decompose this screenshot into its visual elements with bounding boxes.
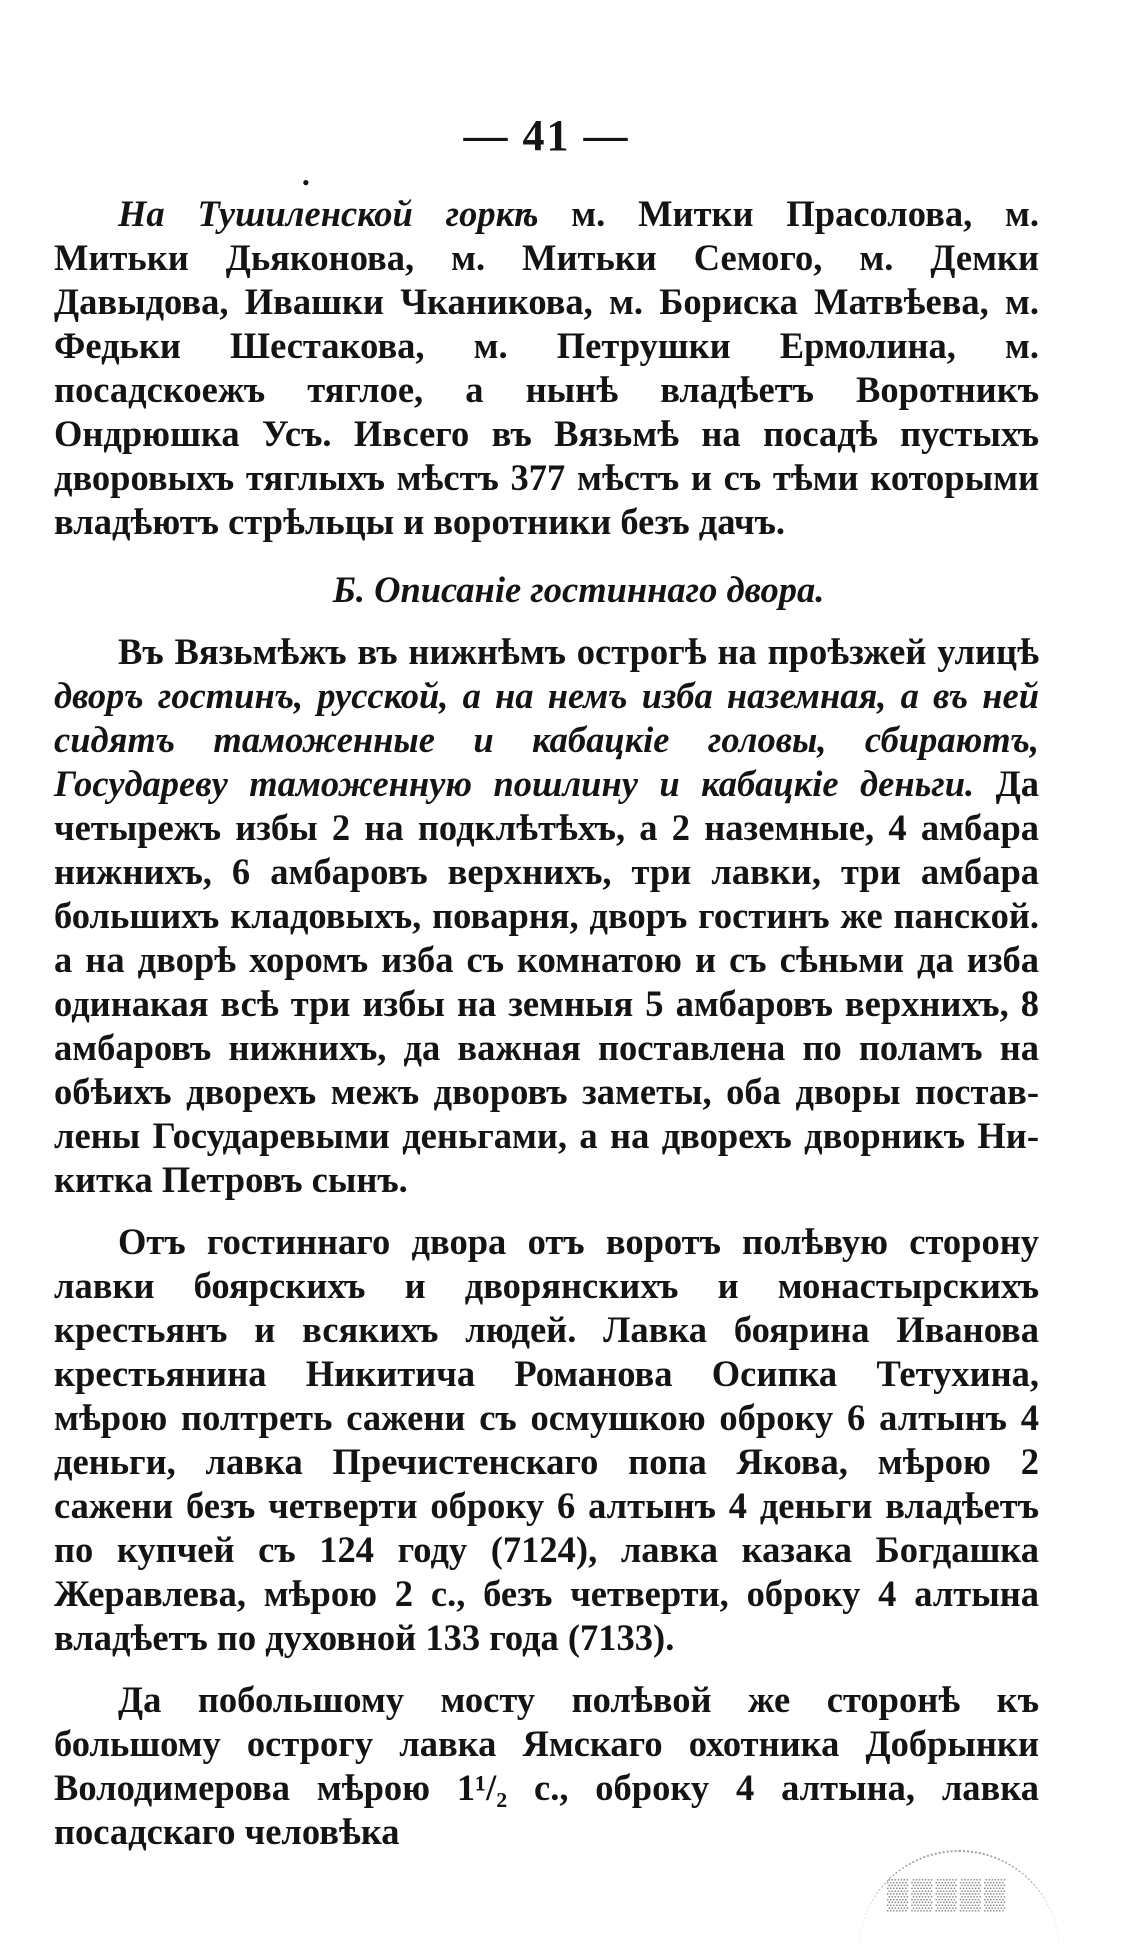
place-name: На Тушиленской горкѣ xyxy=(118,193,539,234)
paragraph-text: Въ Вязьмѣжъ въ нижнѣмъ острогѣ на проѣзжей улицѣ xyxy=(118,631,1039,672)
paragraph-text: Да побольшому мосту полѣвой же сторонѣ къ большому острогу лавка Ямскаго охотника Добрынки Володимерова мѣрою 1¹/₂ с., оброку 4 алтына, лавка посадскаго человѣка xyxy=(54,1679,1039,1852)
body-text xyxy=(54,192,1039,1872)
section-title xyxy=(54,568,1039,612)
paragraph-text: м. Митки Прасолова, м. Митьки Дьяконова, м. Митьки Семого, м. Демки Давыдова, Ивашки Чканикова, м. Бориска Матвѣева, м. Федьки Шестакова, м. Петрушки Ермолина, м. посадскоежъ тяглое, а нынѣ владѣетъ Воротникъ Ондрюшка Усъ. Ивсего въ Вязьмѣ на посадѣ пустыхъ дворовыхъ тяглыхъ мѣстъ 377 мѣстъ и съ тѣми которыми владѣютъ стрѣльцы и воротники безъ дачъ. xyxy=(54,193,1040,542)
paragraph-text: Да четырежъ избы 2 на подклѣтѣхъ, а 2 наземные, 4 амбара нижнихъ, 6 амбаровъ верхнихъ, три лавки, три амбара большихъ кладовыхъ, поварня, дворъ гостинъ же панской. а на дворѣ хоромъ изба съ комнатою и съ сѣньми да изба одинакая всѣ три избы на земныя 5 амбаровъ верхнихъ, 8 амбаровъ нижнихъ, да важная поставлена по поламъ на обѣихъ дворехъ межъ дворовъ заметы, оба дворы поставлены Государевыми деньгами, а на дворехъ дворникъ Никитка Петровъ сынъ. xyxy=(54,763,1039,1200)
ink-dot: • xyxy=(302,170,310,195)
paragraph-lavki xyxy=(54,1220,1039,1660)
paragraph-text: Отъ гостиннаго двора отъ воротъ полѣвую сторону лавки боярскихъ и дворянскихъ и монастырскихъ крестьянъ и всякихъ людей. Лавка боярина Иванова крестьянина Никитича Романова Осипка Тетухина, мѣрою полтреть сажени съ осмушкою оброку 6 алтынъ 4 деньги, лавка Пречистенскаго попа Якова, мѣрою 2 сажени безъ четверти оброку 6 алтынъ 4 деньги владѣетъ по купчей съ 124 году (7124), лавка казака Богдашка Жеравлева, мѣрою 2 с., безъ четверти, оброку 4 алтына владѣетъ по духовной 133 года (7133). xyxy=(54,1221,1039,1658)
page-number: — 41 — xyxy=(463,111,630,160)
paragraph-tushilenskaya xyxy=(54,192,1039,544)
section-title-text: Б. Описаніе гостиннаго двора. xyxy=(332,569,825,610)
paragraph-bolshoy-most xyxy=(54,1678,1039,1854)
paragraph-gostiny-dvor xyxy=(54,630,1039,1202)
italic-passage: дворъ гостинъ, русской, а на немъ изба наземная, а въ ней сидятъ таможенные и кабацкіе головы, сбираютъ, Государеву таможенную пошлину и кабацкіе деньги. xyxy=(54,675,1039,804)
book-page xyxy=(54,110,1040,1911)
stamp-mark: ▒▒▒▒▒ xyxy=(887,1878,1009,1911)
